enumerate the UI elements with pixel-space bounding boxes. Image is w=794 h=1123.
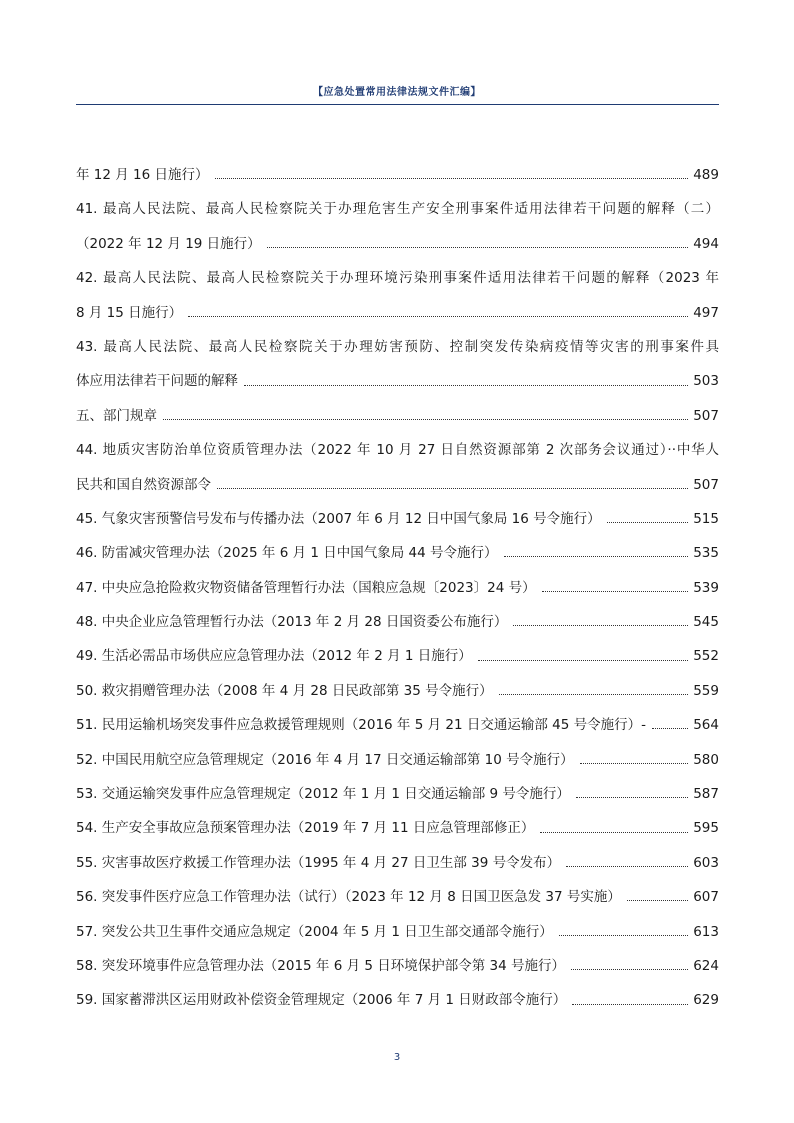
toc-entry[interactable]: [76, 639, 719, 673]
toc-entry[interactable]: [76, 502, 719, 536]
table-of-contents: [76, 158, 719, 1018]
toc-entry[interactable]: [76, 743, 719, 777]
toc-entry-title: 57. 突发公共卫生事件交通应急规定（2004 年 5 月 1 日卫生部交通部令施行）: [76, 923, 553, 940]
toc-entry[interactable]: [76, 261, 719, 295]
toc-entry[interactable]: [76, 536, 719, 570]
dot-leader: [513, 624, 688, 626]
toc-entry-page: 507: [693, 476, 719, 493]
toc-entry-title: 47. 中央应急抢险救灾物资储备管理暂行办法（国粮应急规〔2023〕24 号）: [76, 579, 536, 596]
toc-entry[interactable]: [76, 846, 719, 880]
page-number: 3: [393, 1052, 401, 1063]
dot-leader: [566, 865, 688, 867]
toc-entry-title: 53. 交通运输突发事件应急管理规定（2012 年 1 月 1 日交通运输部 9 号令施行）: [76, 786, 570, 803]
toc-entry-page: 629: [693, 992, 719, 1009]
running-header: 【应急处置常用法律法规文件汇编】: [313, 87, 481, 98]
dot-leader: [188, 315, 688, 317]
dot-leader: [607, 521, 688, 523]
toc-entry-title: 45. 气象灾害预警信号发布与传播办法（2007 年 6 月 12 日中国气象局 16 号令施行）: [76, 510, 601, 527]
toc-entry-title: 49. 生活必需品市场供应应急管理办法（2012 年 2 月 1 日施行）: [76, 648, 472, 665]
toc-entry-page: 603: [693, 854, 719, 871]
dot-leader: [540, 831, 688, 833]
dot-leader: [499, 693, 688, 695]
toc-entry-page: 587: [693, 786, 719, 803]
toc-entry-page: 552: [693, 648, 719, 665]
toc-entry-title: 56. 突发事件医疗应急工作管理办法（试行）（2023 年 12 月 8 日国卫医急发 37 号实施）: [76, 889, 621, 906]
toc-entry-title: 43. 最高人民法院、最高人民检察院关于办理妨害预防、控制突发传染病疫情等灾害的刑事案件具: [76, 338, 719, 355]
toc-entry-page: 497: [693, 304, 719, 321]
toc-entry-title: 五、部门规章: [76, 407, 157, 424]
dot-leader: [478, 659, 688, 661]
dot-leader: [576, 796, 688, 798]
toc-entry-title: 年 12 月 16 日施行）: [76, 167, 209, 183]
toc-entry-page: 559: [693, 682, 719, 699]
toc-entry-page: 580: [693, 751, 719, 768]
toc-entry[interactable]: [76, 227, 719, 261]
toc-entry-title: （2022 年 12 月 19 日施行）: [76, 235, 261, 252]
toc-entry-title: 民共和国自然资源部令: [76, 476, 211, 493]
dot-leader: [504, 555, 688, 557]
toc-entry-title: 体应用法律若干问题的解释: [76, 373, 238, 390]
toc-entry-title: 58. 突发环境事件应急管理办法（2015 年 6 月 5 日环境保护部令第 34 号施行）: [76, 957, 566, 974]
dot-leader: [652, 727, 688, 729]
dot-leader: [217, 487, 688, 489]
toc-entry[interactable]: [76, 330, 719, 364]
toc-entry[interactable]: [76, 949, 719, 983]
toc-entry[interactable]: [76, 433, 719, 467]
toc-entry-title: 48. 中央企业应急管理暂行办法（2013 年 2 月 28 日国资委公布施行）: [76, 614, 508, 631]
toc-entry[interactable]: [76, 399, 719, 433]
toc-entry[interactable]: [76, 708, 719, 742]
toc-entry-title: 52. 中国民用航空应急管理规定（2016 年 4 月 17 日交通运输部第 10 号令施行）: [76, 751, 574, 768]
toc-entry-page: 613: [693, 923, 719, 940]
dot-leader: [559, 934, 688, 936]
toc-entry-title: 8 月 15 日施行）: [76, 304, 183, 321]
toc-entry-page: 489: [693, 167, 719, 183]
toc-entry[interactable]: [76, 811, 719, 845]
header-divider: [76, 104, 719, 105]
toc-entry-page: 535: [693, 545, 719, 562]
dot-leader: [267, 246, 688, 248]
toc-entry[interactable]: [76, 192, 719, 226]
toc-entry-title: 42. 最高人民法院、最高人民检察院关于办理环境污染刑事案件适用法律若干问题的解释（2023 年: [76, 270, 719, 287]
dot-leader: [627, 899, 688, 901]
toc-entry-title: 55. 灾害事故医疗救援工作管理办法（1995 年 4 月 27 日卫生部 39 号令发布）: [76, 854, 561, 871]
toc-entry[interactable]: [76, 468, 719, 502]
dot-leader: [244, 384, 688, 386]
toc-entry-page: 503: [693, 373, 719, 390]
dot-leader: [572, 1003, 688, 1005]
toc-entry-title: 44. 地质灾害防治单位资质管理办法（2022 年 10 月 27 日自然资源部第 2 次部务会议通过）··中华人: [76, 442, 719, 459]
toc-entry-title: 46. 防雷减灾管理办法（2025 年 6 月 1 日中国气象局 44 号令施行）: [76, 545, 498, 562]
toc-entry[interactable]: [76, 364, 719, 398]
toc-entry[interactable]: [76, 983, 719, 1017]
toc-entry-page: 539: [693, 579, 719, 596]
toc-entry-page: 545: [693, 614, 719, 631]
toc-entry-title: 59. 国家蓄滞洪区运用财政补偿资金管理规定（2006 年 7 月 1 日财政部令施行）: [76, 992, 567, 1009]
dot-leader: [571, 968, 688, 970]
dot-leader: [215, 177, 688, 179]
toc-entry[interactable]: [76, 158, 719, 192]
toc-entry-title: 51. 民用运输机场突发事件应急救援管理规则（2016 年 5 月 21 日交通运输部 45 号令施行）-: [76, 717, 646, 734]
toc-entry-page: 595: [693, 820, 719, 837]
dot-leader: [580, 762, 688, 764]
toc-entry[interactable]: [76, 605, 719, 639]
toc-entry-page: 624: [693, 957, 719, 974]
toc-entry[interactable]: [76, 915, 719, 949]
toc-entry-title: 50. 救灾捐赠管理办法（2008 年 4 月 28 日民政部第 35 号令施行）: [76, 682, 493, 699]
dot-leader: [163, 418, 688, 420]
toc-entry-page: 507: [693, 407, 719, 424]
toc-entry[interactable]: [76, 777, 719, 811]
dot-leader: [542, 590, 688, 592]
toc-entry[interactable]: [76, 674, 719, 708]
toc-entry-title: 41. 最高人民法院、最高人民检察院关于办理危害生产安全刑事案件适用法律若干问题的解释（二）: [76, 201, 719, 218]
toc-entry-page: 515: [693, 510, 719, 527]
toc-entry[interactable]: [76, 571, 719, 605]
toc-entry-page: 564: [693, 717, 719, 734]
toc-entry[interactable]: [76, 296, 719, 330]
toc-entry-page: 494: [693, 235, 719, 252]
toc-entry-title: 54. 生产安全事故应急预案管理办法（2019 年 7 月 11 日应急管理部修正）: [76, 820, 535, 837]
toc-entry[interactable]: [76, 880, 719, 914]
toc-entry-page: 607: [693, 889, 719, 906]
